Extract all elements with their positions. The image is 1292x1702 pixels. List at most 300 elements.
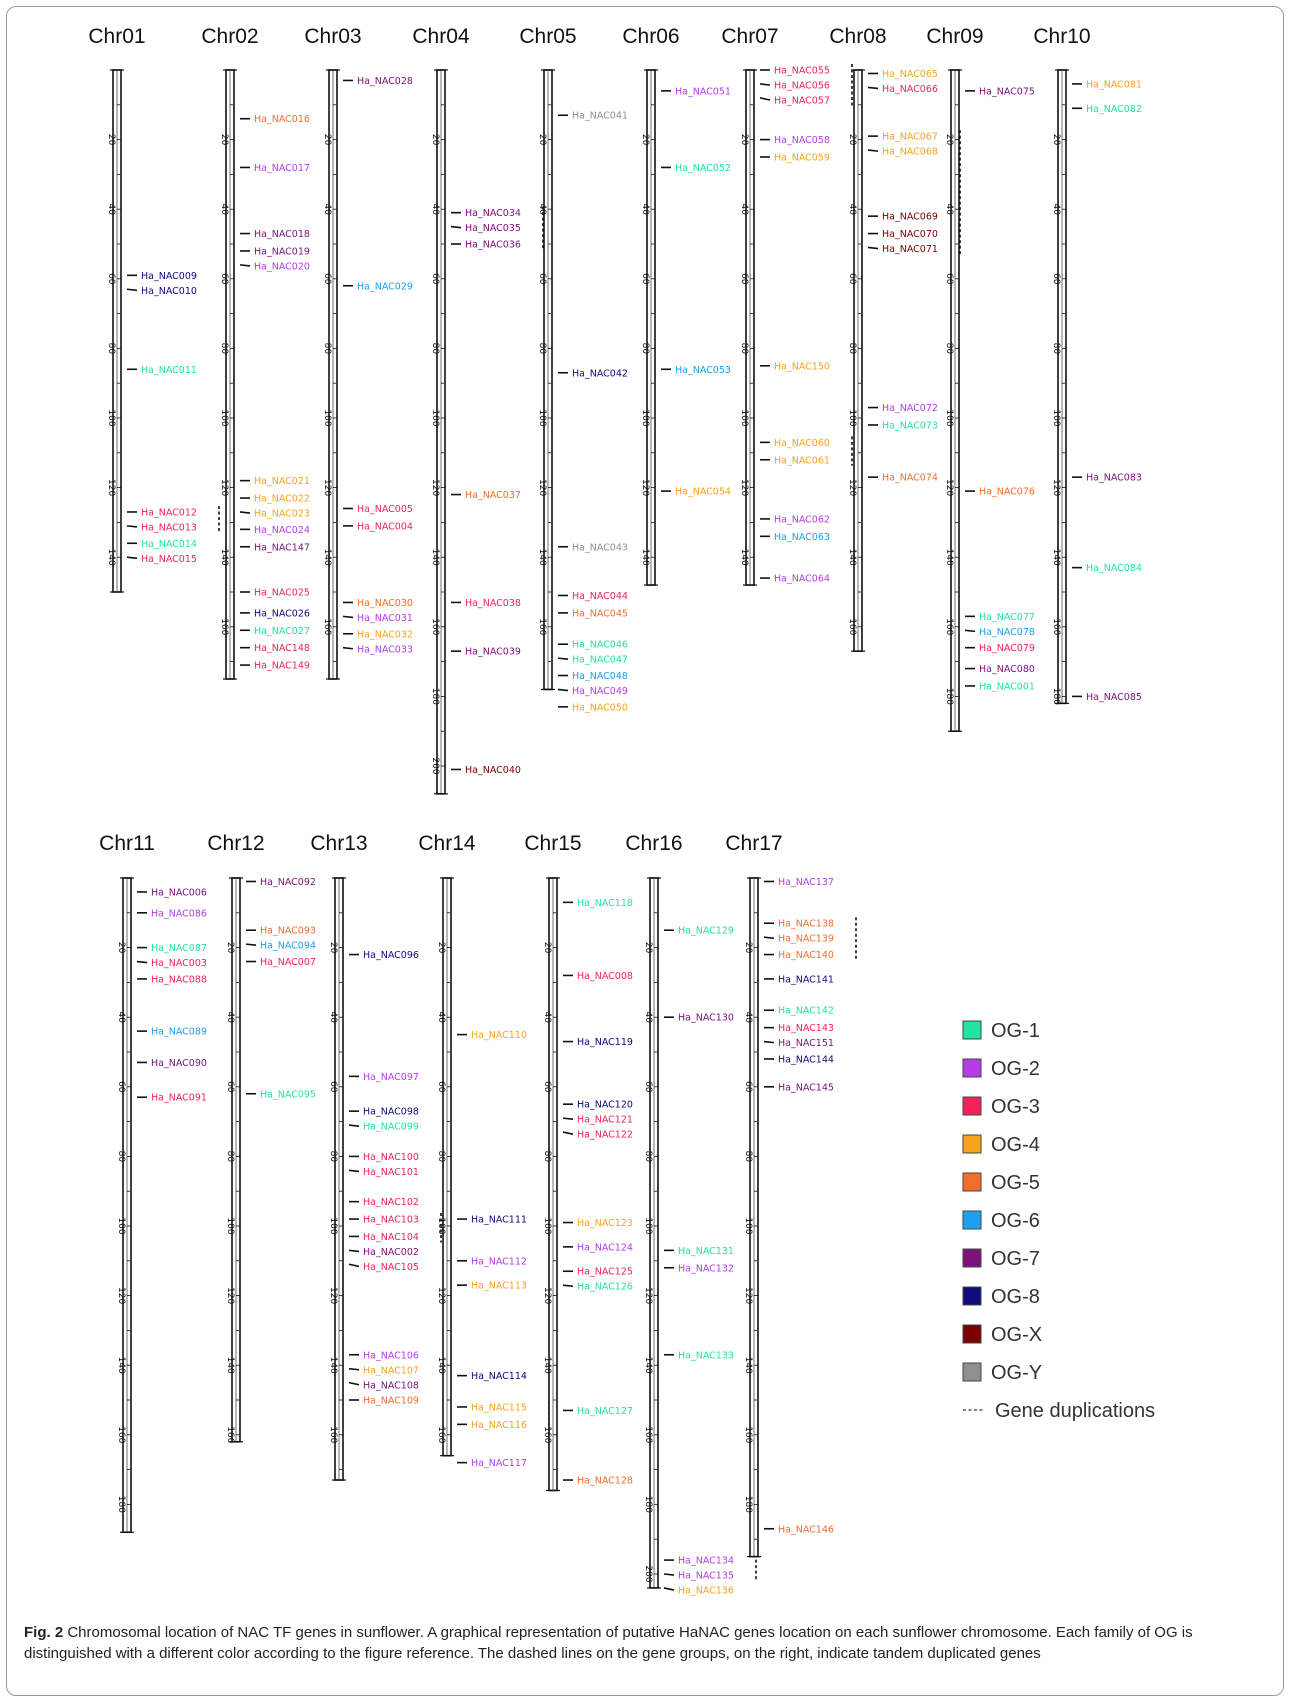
tick-label: 180 [430,687,440,705]
chromosome-title: Chr15 [524,832,582,855]
gene-label: Ha_NAC151 [778,1038,834,1050]
gene-label: Ha_NAC039 [465,646,521,658]
gene-label: Ha_NAC035 [465,223,521,235]
tick-label: 160 [328,1426,338,1444]
gene-label: Ha_NAC037 [465,490,521,502]
legend-dup-label: Gene duplications [995,1400,1156,1422]
chromosome-chr16 [625,832,756,1597]
tick-label: 60 [328,1081,338,1093]
gene-label: Ha_NAC140 [778,950,834,962]
tick-label: 160 [430,618,440,636]
tick-label: 80 [116,1150,126,1163]
tick-label: 20 [225,941,235,954]
gene-label: Ha_NAC060 [774,437,830,449]
tick-label: 80 [1051,342,1061,355]
chromosome-chr14 [418,832,549,1469]
tick-label: 180 [743,1495,753,1513]
tick-label: 40 [537,203,547,215]
legend-label: OG-2 [991,1058,1040,1080]
gene-label: Ha_NAC133 [678,1350,734,1362]
chromosome-title: Chr06 [622,25,680,48]
gene-label: Ha_NAC123 [577,1218,633,1230]
gene-label: Ha_NAC068 [882,146,938,158]
tick-label: 100 [537,409,547,427]
gene-label: Ha_NAC048 [572,671,628,683]
tick-label: 40 [643,1011,653,1023]
chromosome-chr01 [88,25,219,592]
gene-label: Ha_NAC070 [882,229,938,241]
legend-swatch [963,1211,981,1229]
legend-swatch [963,1135,981,1153]
legend-swatch [963,1325,981,1343]
gene-label: Ha_NAC056 [774,80,830,92]
gene-label: Ha_NAC049 [572,686,628,698]
gene-label: Ha_NAC148 [254,643,310,655]
tick-label: 180 [1051,687,1061,705]
tick-label: 100 [430,409,440,427]
gene-label: Ha_NAC110 [471,1030,527,1042]
chromosome-chr06 [622,25,731,585]
gene-label: Ha_NAC131 [678,1245,734,1257]
gene-connector [343,616,353,617]
chromosome-title: Chr02 [201,25,259,48]
gene-label: Ha_NAC126 [577,1281,633,1293]
chromosome-title: Chr17 [725,832,783,855]
gene-connector [664,1588,674,1590]
gene-connector [563,1285,573,1286]
tick-label: 20 [640,133,650,146]
chromosome-chr10 [1033,25,1142,705]
gene-label: Ha_NAC139 [778,933,834,945]
chromosome-title: Chr14 [418,832,476,855]
gene-label: Ha_NAC038 [465,597,521,609]
gene-connector [127,557,137,558]
gene-label: Ha_NAC135 [678,1570,734,1582]
gene-label: Ha_NAC096 [363,950,419,962]
legend-label: OG-3 [991,1096,1040,1118]
gene-connector [343,648,353,649]
tick-label: 140 [1051,548,1061,566]
tick-label: 60 [743,1081,753,1093]
gene-connector [246,944,256,945]
chromosome-title: Chr03 [304,25,362,48]
tick-label: 60 [944,273,954,285]
gene-label: Ha_NAC118 [577,897,633,909]
gene-label: Ha_NAC103 [363,1214,419,1226]
gene-label: Ha_NAC093 [260,925,316,937]
tick-label: 100 [106,409,116,427]
gene-label: Ha_NAC086 [151,908,207,920]
gene-label: Ha_NAC130 [678,1012,734,1024]
gene-label: Ha_NAC046 [572,639,628,651]
gene-connector [349,1125,359,1126]
gene-label: Ha_NAC104 [363,1231,419,1243]
gene-label: Ha_NAC051 [675,86,731,98]
legend-swatch [963,1249,981,1267]
gene-label: Ha_NAC044 [572,590,628,602]
tick-label: 120 [743,1287,753,1305]
gene-connector [563,1132,573,1134]
gene-label: Ha_NAC050 [572,702,628,714]
gene-label: Ha_NAC027 [254,625,310,637]
gene-label: Ha_NAC084 [1086,563,1142,575]
tick-label: 200 [430,757,440,775]
gene-label: Ha_NAC120 [577,1099,633,1111]
gene-label: Ha_NAC144 [778,1054,834,1066]
tick-label: 80 [328,1150,338,1163]
gene-label: Ha_NAC009 [141,270,197,282]
tick-label: 120 [847,479,857,497]
gene-label: Ha_NAC006 [151,887,207,899]
gene-label: Ha_NAC114 [471,1371,527,1383]
gene-label: Ha_NAC138 [778,918,834,930]
gene-connector [868,150,878,151]
tick-label: 20 [106,133,116,146]
tick-label: 180 [643,1495,653,1513]
tick-label: 20 [944,133,954,146]
legend-swatch [963,1021,981,1039]
gene-label: Ha_NAC022 [254,493,310,505]
tick-label: 60 [537,273,547,285]
gene-connector [349,1369,359,1370]
gene-label: Ha_NAC053 [675,364,731,376]
tick-label: 40 [640,203,650,215]
tick-label: 140 [542,1356,552,1374]
legend-label: OG-4 [991,1134,1040,1156]
chromosome-title: Chr04 [412,25,470,48]
tick-label: 120 [640,479,650,497]
gene-label: Ha_NAC036 [465,239,521,251]
legend-label: OG-Y [991,1362,1043,1384]
tick-label: 40 [116,1011,126,1023]
gene-label: Ha_NAC127 [577,1405,633,1417]
tick-label: 80 [944,342,954,355]
gene-connector [240,265,250,266]
gene-connector [563,1118,573,1119]
tick-label: 100 [847,409,857,427]
chromosome-chr09 [926,25,1035,731]
gene-label: Ha_NAC129 [678,925,734,937]
gene-label: Ha_NAC125 [577,1266,633,1278]
gene-label: Ha_NAC089 [151,1026,207,1038]
tick-label: 160 [542,1426,552,1444]
gene-connector [349,1250,359,1251]
tick-label: 40 [739,203,749,215]
tick-label: 100 [116,1217,126,1235]
gene-label: Ha_NAC085 [1086,691,1142,703]
legend-swatch [963,1287,981,1305]
gene-label: Ha_NAC011 [141,364,197,376]
tick-label: 40 [1051,203,1061,215]
gene-label: Ha_NAC007 [260,957,316,969]
gene-label: Ha_NAC092 [260,876,316,888]
tick-label: 80 [640,342,650,355]
tick-label: 20 [542,941,552,954]
tick-label: 160 [225,1426,235,1444]
chromosome-chr07 [721,25,852,585]
chromosome-title: Chr11 [99,832,155,855]
gene-label: Ha_NAC132 [678,1263,734,1275]
tick-label: 120 [116,1287,126,1305]
tick-label: 20 [739,133,749,146]
gene-connector [965,630,975,631]
gene-label: Ha_NAC142 [778,1005,834,1017]
tick-label: 160 [436,1426,446,1444]
tick-label: 80 [225,1150,235,1163]
tick-label: 60 [430,273,440,285]
chromosome-title: Chr08 [829,25,887,48]
gene-label: Ha_NAC111 [471,1214,527,1226]
gene-label: Ha_NAC001 [979,681,1035,693]
tick-label: 80 [106,342,116,355]
gene-label: Ha_NAC108 [363,1380,419,1392]
gene-label: Ha_NAC071 [882,244,938,256]
tick-label: 140 [640,548,650,566]
gene-label: Ha_NAC073 [882,420,938,432]
tick-label: 120 [643,1287,653,1305]
gene-label: Ha_NAC043 [572,542,628,554]
tick-label: 160 [944,618,954,636]
gene-label: Ha_NAC101 [363,1166,419,1178]
gene-label: Ha_NAC019 [254,246,310,258]
gene-connector [240,512,250,513]
gene-label: Ha_NAC024 [254,524,310,536]
tick-label: 160 [643,1426,653,1444]
gene-label: Ha_NAC003 [151,958,207,970]
tick-label: 120 [537,479,547,497]
gene-label: Ha_NAC141 [778,974,834,986]
tick-label: 40 [944,203,954,215]
tick-label: 40 [436,1011,446,1023]
caption-text: Chromosomal location of NAC TF genes in sunflower. A graphical representation of putative HaNAC genes location on each sunflower chromosome. Each family of OG is distinguished with a different color according to the figure reference. The dashed lines on the gene groups, on the right, indicate tandem duplicated genes [24,1624,1193,1662]
gene-connector [349,1383,359,1385]
gene-label: Ha_NAC147 [254,542,310,554]
tick-label: 40 [322,203,332,215]
tick-label: 80 [322,342,332,355]
gene-label: Ha_NAC041 [572,110,628,122]
tick-label: 180 [116,1495,126,1513]
gene-label: Ha_NAC080 [979,664,1035,676]
gene-label: Ha_NAC057 [774,95,830,107]
chromosome-title: Chr12 [207,832,265,855]
tick-label: 100 [1051,409,1061,427]
tick-label: 20 [743,941,753,954]
gene-label: Ha_NAC143 [778,1023,834,1035]
tick-label: 20 [436,941,446,954]
tick-label: 140 [219,548,229,566]
chromosome-chr04 [412,25,543,794]
gene-label: Ha_NAC121 [577,1114,633,1126]
gene-label: Ha_NAC076 [979,486,1035,498]
gene-label: Ha_NAC055 [774,65,830,77]
tick-label: 20 [537,133,547,146]
gene-label: Ha_NAC015 [141,553,197,565]
gene-connector [764,937,774,938]
legend-swatch [963,1363,981,1381]
tick-label: 20 [219,133,229,146]
gene-connector [868,247,878,248]
gene-label: Ha_NAC012 [141,507,197,519]
tick-label: 160 [116,1426,126,1444]
gene-label: Ha_NAC128 [577,1475,633,1487]
gene-label: Ha_NAC059 [774,152,830,164]
tick-label: 80 [643,1150,653,1163]
tick-label: 120 [436,1287,446,1305]
tick-label: 140 [643,1356,653,1374]
chromosome-chr12 [207,832,316,1444]
legend-swatch [963,1097,981,1115]
tick-label: 160 [743,1426,753,1444]
gene-label: Ha_NAC115 [471,1402,527,1414]
gene-label: Ha_NAC061 [774,455,830,467]
gene-label: Ha_NAC116 [471,1419,527,1431]
gene-label: Ha_NAC014 [141,538,197,550]
tick-label: 160 [322,618,332,636]
tick-label: 80 [219,342,229,355]
gene-label: Ha_NAC097 [363,1071,419,1083]
legend-label: OG-8 [991,1286,1040,1308]
gene-connector [451,227,461,228]
gene-connector [349,1170,359,1171]
tick-label: 40 [743,1011,753,1023]
gene-label: Ha_NAC034 [465,208,521,220]
tick-label: 80 [542,1150,552,1163]
gene-label: Ha_NAC020 [254,261,310,273]
gene-label: Ha_NAC074 [882,472,938,484]
gene-connector [558,658,568,659]
chromosome-title: Chr07 [721,25,779,48]
tick-label: 140 [322,548,332,566]
tick-label: 60 [116,1081,126,1093]
tick-label: 200 [643,1565,653,1583]
tick-label: 20 [643,941,653,954]
tick-label: 60 [219,273,229,285]
figure-label: Fig. 2 [24,1624,64,1641]
gene-label: Ha_NAC150 [774,361,830,373]
tick-label: 140 [739,548,749,566]
tick-label: 120 [219,479,229,497]
gene-label: Ha_NAC023 [254,508,310,520]
tick-label: 40 [542,1011,552,1023]
tick-label: 80 [436,1150,446,1163]
tick-label: 180 [944,687,954,705]
gene-label: Ha_NAC083 [1086,472,1142,484]
tick-label: 140 [225,1356,235,1374]
tick-label: 40 [225,1011,235,1023]
tick-label: 160 [219,618,229,636]
gene-label: Ha_NAC054 [675,486,731,498]
gene-label: Ha_NAC119 [577,1037,633,1049]
gene-label: Ha_NAC047 [572,654,628,666]
gene-label: Ha_NAC045 [572,608,628,620]
gene-label: Ha_NAC077 [979,611,1035,623]
chromosome-title: Chr16 [625,832,683,855]
gene-label: Ha_NAC095 [260,1089,316,1101]
gene-label: Ha_NAC072 [882,403,938,415]
gene-label: Ha_NAC031 [357,612,413,624]
tick-label: 140 [537,548,547,566]
gene-label: Ha_NAC021 [254,476,310,488]
gene-label: Ha_NAC016 [254,114,310,126]
gene-label: Ha_NAC052 [675,162,731,174]
tick-label: 100 [219,409,229,427]
gene-label: Ha_NAC122 [577,1129,633,1141]
tick-label: 60 [643,1081,653,1093]
gene-label: Ha_NAC117 [471,1458,527,1470]
chromosome-title: Chr10 [1033,25,1091,48]
chromosome-chr15 [524,832,633,1490]
tick-label: 120 [322,479,332,497]
tick-label: 140 [106,548,116,566]
gene-label: Ha_NAC078 [979,626,1035,638]
gene-label: Ha_NAC065 [882,68,938,80]
tick-label: 100 [322,409,332,427]
gene-label: Ha_NAC042 [572,368,628,380]
gene-label: Ha_NAC149 [254,660,310,672]
legend-label: OG-6 [991,1210,1040,1232]
gene-label: Ha_NAC081 [1086,79,1142,91]
gene-label: Ha_NAC082 [1086,103,1142,115]
legend-label: OG-7 [991,1248,1040,1270]
tick-label: 100 [640,409,650,427]
gene-label: Ha_NAC146 [778,1524,834,1536]
tick-label: 40 [219,203,229,215]
chromosome-chr05 [519,25,628,713]
tick-label: 120 [944,479,954,497]
tick-label: 140 [430,548,440,566]
tick-label: 120 [225,1287,235,1305]
tick-label: 120 [106,479,116,497]
tick-label: 140 [743,1356,753,1374]
tick-label: 140 [847,548,857,566]
gene-label: Ha_NAC145 [778,1082,834,1094]
tick-label: 20 [328,941,338,954]
gene-label: Ha_NAC058 [774,135,830,147]
gene-connector [760,98,770,100]
gene-label: Ha_NAC029 [357,281,413,293]
gene-label: Ha_NAC004 [357,521,413,533]
gene-label: Ha_NAC102 [363,1197,419,1209]
chromosome-title: Chr13 [310,832,368,855]
gene-label: Ha_NAC032 [357,629,413,641]
tick-label: 80 [739,342,749,355]
gene-label: Ha_NAC090 [151,1057,207,1069]
gene-label: Ha_NAC040 [465,764,521,776]
tick-label: 100 [739,409,749,427]
gene-label: Ha_NAC136 [678,1585,734,1597]
gene-label: Ha_NAC087 [151,943,207,955]
gene-label: Ha_NAC094 [260,940,316,952]
tick-label: 60 [436,1081,446,1093]
tick-label: 20 [116,941,126,954]
gene-label: Ha_NAC113 [471,1280,527,1292]
gene-label: Ha_NAC099 [363,1121,419,1133]
gene-label: Ha_NAC098 [363,1106,419,1118]
tick-label: 100 [944,409,954,427]
gene-label: Ha_NAC033 [357,644,413,656]
chromosome-chr17 [725,832,856,1557]
legend [963,1020,1155,1422]
gene-label: Ha_NAC002 [363,1246,419,1258]
tick-label: 100 [328,1217,338,1235]
gene-label: Ha_NAC025 [254,587,310,599]
gene-label: Ha_NAC075 [979,86,1035,98]
tick-label: 60 [847,273,857,285]
gene-connector [760,84,770,85]
tick-label: 80 [847,342,857,355]
gene-label: Ha_NAC100 [363,1151,419,1163]
tick-label: 140 [116,1356,126,1374]
